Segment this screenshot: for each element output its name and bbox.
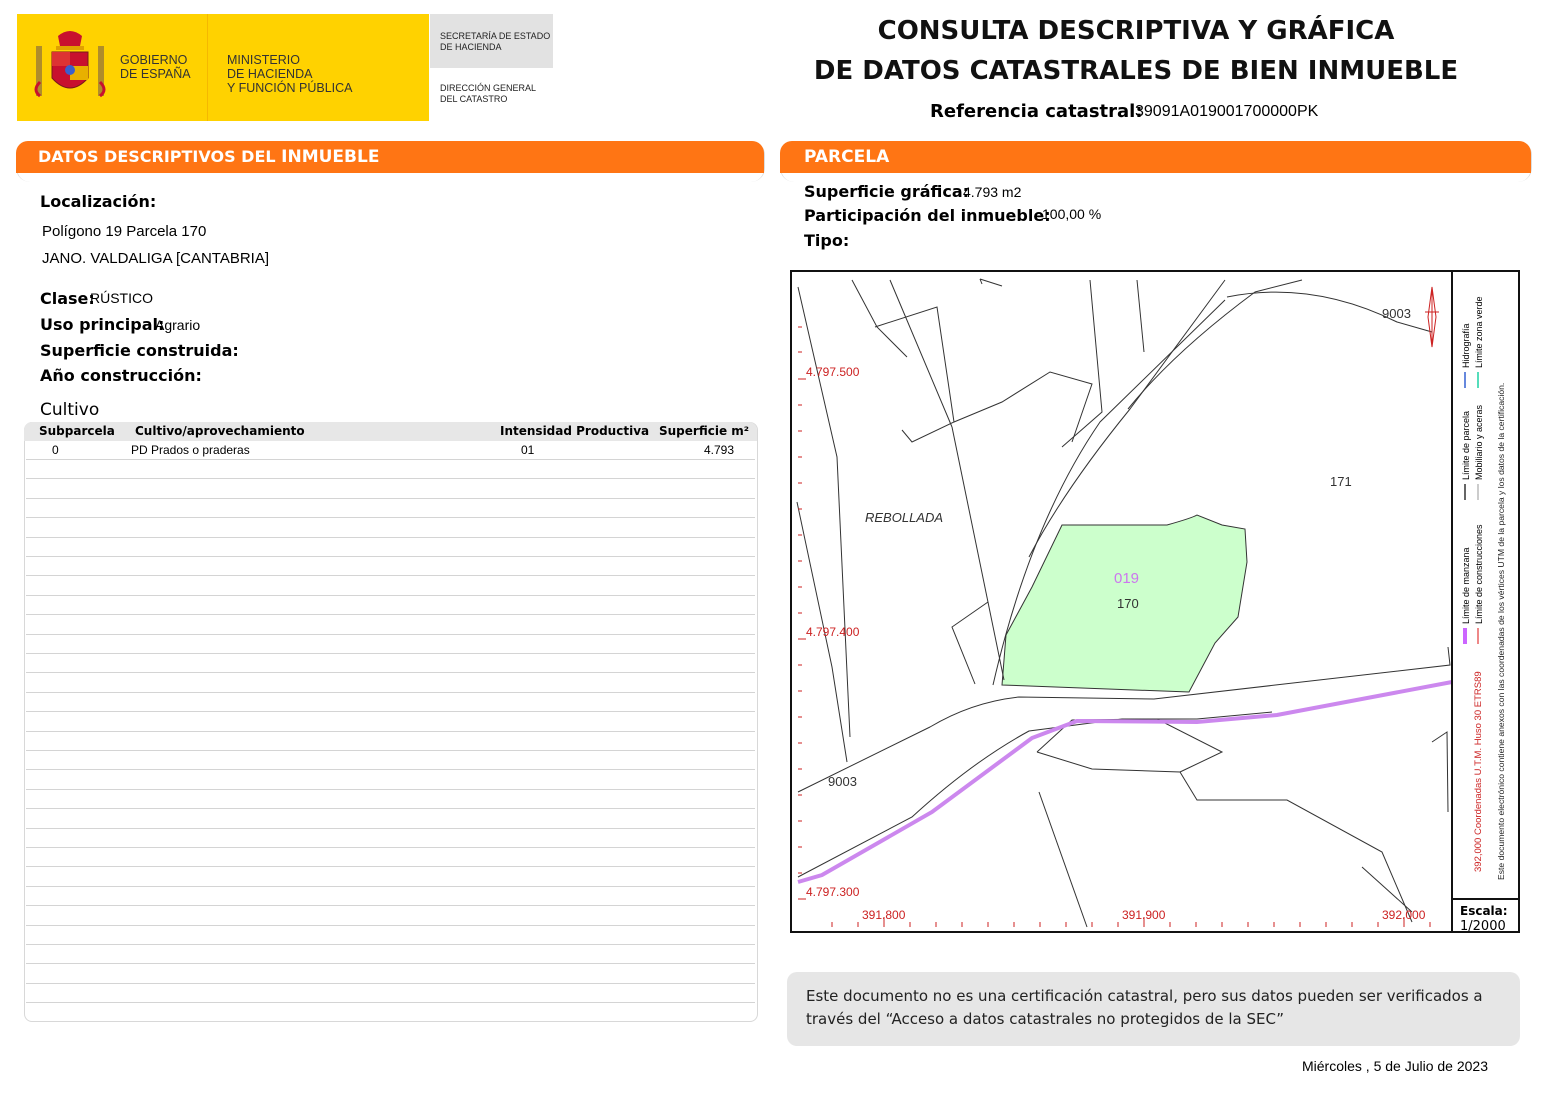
- road-9003-highlight: [798, 682, 1452, 882]
- left-panel-header: [16, 141, 764, 173]
- superficie-grafica-label: Superficie gráfica:: [804, 182, 970, 201]
- col-header-superficie: Superficie m²: [659, 424, 750, 438]
- table-row: [26, 1002, 755, 1003]
- table-row: [26, 731, 755, 732]
- col-header-intensidad: Intensidad Productiva: [500, 424, 650, 438]
- table-row: [26, 789, 755, 790]
- road-label-top: 9003: [1382, 306, 1411, 321]
- notice-text: Este documento no es una certificación catastral, pero sus datos pueden ser verificados a través del “Acceso a datos catastrales no protegidos de la SEC”: [806, 987, 1483, 1028]
- coord-y-mid: 4.797.400: [806, 625, 860, 639]
- table-row: [26, 925, 755, 926]
- table-row: [26, 808, 755, 809]
- table-row: [26, 847, 755, 848]
- table-row: [26, 828, 755, 829]
- left-header-text-a: DATOS DESCRIPTIVOS DEL: [38, 147, 282, 166]
- polygon-label: 019: [1114, 570, 1140, 587]
- ministry-line-2: DE HACIENDA: [227, 67, 313, 81]
- table-row: [26, 537, 755, 538]
- gov-line-1: GOBIERNO: [120, 53, 188, 67]
- page-title-line-2: DE DATOS CATASTRALES DE BIEN INMUEBLE: [813, 56, 1459, 86]
- table-row: [26, 905, 755, 906]
- logo-divider: [207, 14, 208, 121]
- legend-zona-verde-text: Límite zona verde: [1474, 296, 1484, 368]
- ref-label: Referencia catastral:: [930, 101, 1143, 122]
- right-panel-header: [780, 141, 1531, 173]
- cell-intensidad: 01: [521, 443, 535, 457]
- table-row: [26, 886, 755, 887]
- left-header-text-b: INMUEBLE: [281, 147, 380, 167]
- direccion-line-1: DIRECCIÓN GENERAL: [440, 83, 537, 93]
- parcel-label: 170: [1117, 596, 1139, 611]
- cell-cultivo: PD Prados o praderas: [131, 443, 250, 457]
- table-row: [26, 498, 755, 499]
- map-drawing: [792, 272, 1518, 931]
- legend-coordinates-text: 392,000 Coordenadas U.T.M. Huso 30 ETRS89: [1473, 671, 1484, 872]
- cultivo-table: [24, 422, 758, 1022]
- table-row: [26, 595, 755, 596]
- legend-construcciones-text: Límite de construcciones: [1474, 524, 1484, 624]
- date-text: Miércoles , 5 de Julio de 2023: [1302, 1058, 1488, 1074]
- coord-y-top: 4.797.500: [806, 365, 860, 379]
- scale-label: Escala:: [1460, 904, 1508, 918]
- table-row: [26, 556, 755, 557]
- parcel-171-label: 171: [1330, 474, 1352, 489]
- legend-manzana-text: Límite de manzana: [1461, 547, 1471, 624]
- table-row: [26, 653, 755, 654]
- localizacion-line-1: Polígono 19 Parcela 170: [42, 223, 207, 240]
- anio-construccion-label: Año construcción:: [40, 366, 202, 385]
- coord-x-1: 391.800: [862, 908, 906, 922]
- ref-value: 39091A019001700000PK: [1135, 103, 1319, 120]
- legend-mobiliario-text: Mobiliario y aceras: [1474, 404, 1484, 480]
- legend-hidrografia-text: Hidrografía: [1461, 323, 1471, 368]
- coord-y-bottom: 4.797.300: [806, 885, 860, 899]
- participacion-value: 100,00 %: [1042, 206, 1102, 222]
- uso-label: Uso principal:: [40, 315, 165, 334]
- ministry-line-1: MINISTERIO: [227, 53, 300, 67]
- localizacion-line-2: JANO. VALDALIGA [CANTABRIA]: [42, 250, 270, 267]
- cadastral-map: [790, 270, 1520, 933]
- table-row: [26, 478, 755, 479]
- tipo-label: Tipo:: [804, 231, 850, 250]
- legend-note-text: Este documento electrónico contiene anexos con las coordenadas de los vértices UTM de la parcela y los datos de la certificación.: [1496, 382, 1506, 880]
- cultivo-title: Cultivo: [40, 400, 100, 420]
- table-row: [26, 750, 755, 751]
- right-header-text: PARCELA: [804, 147, 890, 167]
- col-header-cultivo: Cultivo/aprovechamiento: [135, 424, 305, 438]
- table-row: [26, 672, 755, 673]
- col-header-subparcela: Subparcela: [39, 424, 115, 438]
- coord-x-2: 391.900: [1122, 908, 1166, 922]
- road-label-bottom: 9003: [828, 774, 857, 789]
- participacion-label: Participación del inmueble:: [804, 206, 1051, 225]
- coord-x-3: 392.000: [1382, 908, 1426, 922]
- table-row: [26, 517, 755, 518]
- superficie-grafica-value: 4.793 m2: [963, 184, 1022, 200]
- table-row: [26, 963, 755, 964]
- table-row: [26, 614, 755, 615]
- cell-superficie: 4.793: [704, 443, 735, 457]
- clase-label: Clase:: [40, 289, 95, 308]
- table-row: [26, 711, 755, 712]
- clase-value: RÚSTICO: [90, 290, 153, 306]
- gov-line-2: DE ESPAÑA: [120, 67, 191, 81]
- coat-of-arms-icon: [32, 26, 108, 106]
- north-arrow-icon: [1425, 287, 1439, 347]
- direccion-line-2: DEL CATASTRO: [440, 94, 508, 104]
- table-row: [26, 769, 755, 770]
- cell-subparcela: 0: [52, 443, 59, 457]
- superficie-construida-label: Superficie construida:: [40, 341, 239, 360]
- table-row: [26, 692, 755, 693]
- scale-value: 1/2000: [1460, 919, 1506, 931]
- page-title-line-1: CONSULTA DESCRIPTIVA Y GRÁFICA: [877, 16, 1395, 46]
- ministry-line-3: Y FUNCIÓN PÚBLICA: [227, 81, 353, 95]
- table-row: [26, 944, 755, 945]
- table-row: [26, 459, 755, 460]
- uso-value: Agrario: [155, 317, 201, 333]
- localizacion-label: Localización:: [40, 192, 157, 211]
- secretaria-line-1: SECRETARÍA DE ESTADO: [440, 31, 551, 41]
- secretaria-line-2: DE HACIENDA: [440, 42, 502, 52]
- table-row: [26, 866, 755, 867]
- legend-parcela-text: Límite de parcela: [1461, 410, 1471, 480]
- table-row: [26, 634, 755, 635]
- place-label: REBOLLADA: [865, 510, 944, 525]
- table-row: [26, 575, 755, 576]
- table-row: [26, 983, 755, 984]
